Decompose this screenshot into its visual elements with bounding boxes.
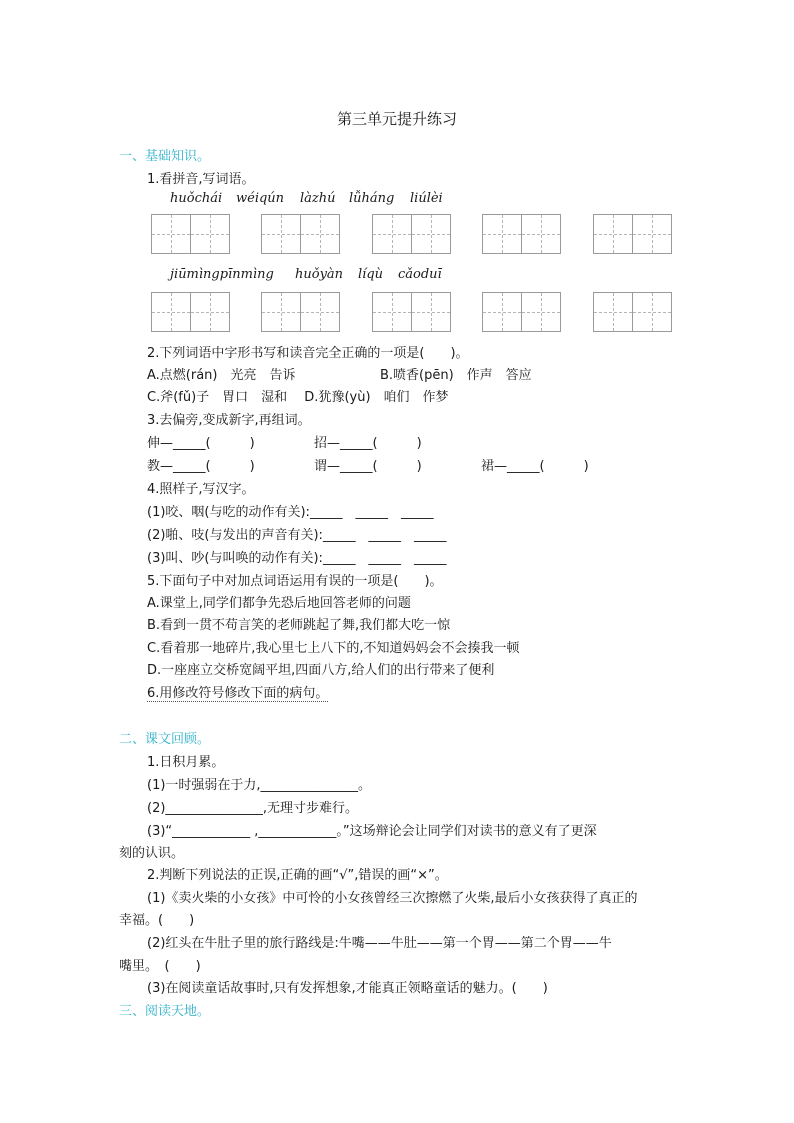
answer-grid[interactable] (261, 292, 339, 332)
answer-grid[interactable] (482, 214, 560, 254)
pinyin-2: wéiqún (236, 191, 285, 206)
answer-grid[interactable] (482, 292, 560, 332)
answer-grid[interactable] (151, 292, 229, 332)
q3-label: 3.去偏旁,变成新字,再组词。 (147, 413, 311, 428)
q2-label: 2.下列词语中字形书写和读音完全正确的一项是( )。 (147, 346, 469, 361)
s2-q1-item-1: (1)一时强弱在于力,_______________。 (147, 778, 372, 793)
s2-q1-item-3-cont: 刻的认识。 (119, 846, 185, 861)
q2-option-b: B.喷香(pēn) 作声 答应 (380, 368, 532, 383)
pinyin-1: huǒchái (170, 191, 223, 206)
q5-option: D.一座座立交桥宽阔平坦,四面八方,给人们的出行带来了便利 (147, 663, 495, 678)
q5-option: B.看到一贯不苟言笑的老师跳起了舞,我们都大吃一惊 (147, 618, 451, 633)
pinyin-5: liúlèi (410, 191, 443, 206)
q4-item: (1)咬、咽(与吃的动作有关):_____ _____ _____ (147, 505, 434, 520)
s2-q2-item-1: (1)《卖火柴的小女孩》中可怜的小女孩曾经三次擦燃了火柴,最后小女孩获得了真正的 (147, 891, 638, 906)
q4-item: (3)叫、吵(与叫唤的动作有关):_____ _____ _____ (147, 551, 447, 566)
q4-item: (2)啪、吱(与发出的声音有关):_____ _____ _____ (147, 528, 447, 543)
answer-grid[interactable] (593, 292, 671, 332)
q5-label: 5.下面句子中对加点词语运用有误的一项是( )。 (147, 574, 443, 589)
answer-grid[interactable] (151, 214, 229, 254)
answer-grid[interactable] (593, 214, 671, 254)
section-1-heading: 一、基础知识。 (119, 149, 211, 164)
answer-grid[interactable] (372, 214, 450, 254)
answer-grid[interactable] (261, 214, 339, 254)
q2-options-cd: C.斧(fǔ)子 胃口 湿和 D.犹豫(yù) 咱们 作梦 (147, 390, 449, 405)
s2-q2-item-3: (3)在阅读童话故事时,只有发挥想象,才能真正领略童话的魅力。( ) (147, 981, 548, 996)
s2-q1-item-3: (3)“____________ ,____________。”这场辩论会让同学们对读书的意义有了更深 (147, 824, 597, 839)
s2-q1-item-2: (2)_______________,无理寸步难行。 (147, 801, 359, 816)
q3-item: 教—_____( ) (147, 459, 255, 474)
q3-item: 招—_____( ) (314, 436, 422, 451)
pinyin-9: cǎoduī (398, 267, 442, 282)
q4-label: 4.照样子,写汉字。 (147, 482, 255, 497)
pinyin-4: lǚháng (349, 191, 395, 206)
answer-grid[interactable] (372, 292, 450, 332)
page-title: 第三单元提升练习 (336, 110, 457, 128)
q5-option: C.看着那一地碎片,我心里七上八下的,不知道妈妈会不会揍我一顿 (147, 641, 520, 656)
s2-q2-item-2-cont: 嘴里。 ( ) (119, 959, 201, 974)
q6-label: 6.用修改符号修改下面的病句。 (147, 682, 328, 702)
pinyin-6: jiūmìngpīnmìng (170, 267, 274, 282)
s2-q2-label: 2.判断下列说法的正误,正确的画“√”,错误的画“×”。 (147, 868, 448, 883)
pinyin-3: làzhú (300, 191, 336, 206)
section-3-heading: 三、阅读天地。 (119, 1004, 211, 1019)
q1-label: 1.看拼音,写词语。 (147, 172, 255, 187)
q2-option-a: A.点燃(rán) 光亮 告诉 (147, 368, 296, 383)
pinyin-8: líqù (358, 267, 384, 282)
q5-option: A.课堂上,同学们都争先恐后地回答老师的问题 (147, 596, 411, 611)
s2-q1-label: 1.日积月累。 (147, 755, 225, 770)
s2-q2-item-1-cont: 幸福。( ) (119, 913, 195, 928)
pinyin-7: huǒyàn (295, 267, 344, 282)
q3-item: 裙—_____( ) (481, 459, 589, 474)
section-2-heading: 二、课文回顾。 (119, 732, 211, 747)
q3-item: 谓—_____( ) (314, 459, 422, 474)
s2-q2-item-2: (2)红头在牛肚子里的旅行路线是:牛嘴——牛肚——第一个胃——第二个胃——牛 (147, 936, 612, 951)
q3-item: 伸—_____( ) (147, 436, 255, 451)
